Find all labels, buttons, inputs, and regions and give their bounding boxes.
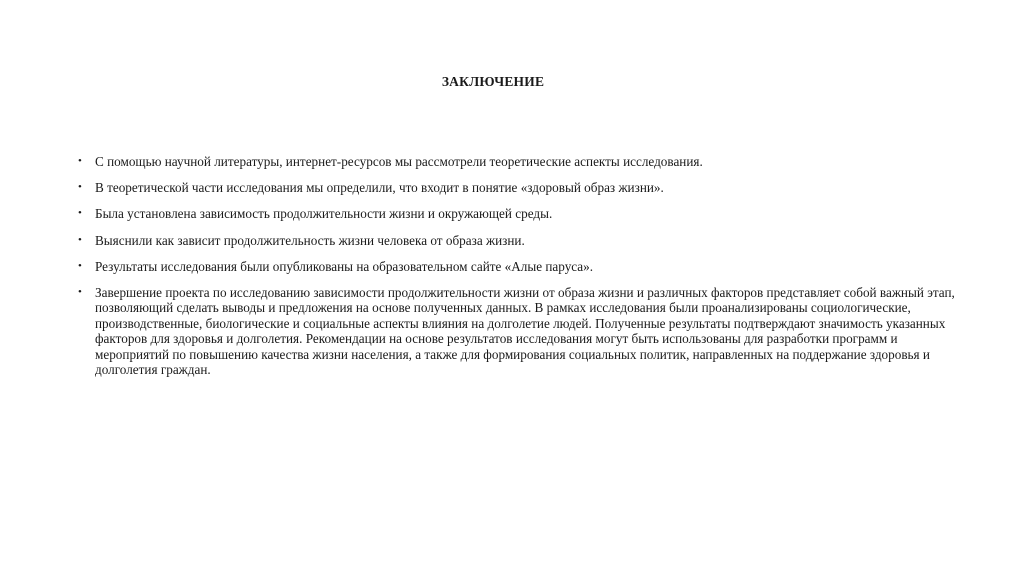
list-item-text: Была установлена зависимость продолжительности жизни и окружающей среды.	[95, 206, 553, 222]
list-item	[78, 206, 958, 221]
list-item	[78, 259, 958, 274]
list-item	[78, 285, 958, 377]
list-item-text: В теоретической части исследования мы определили, что входит в понятие «здоровый образ жизни».	[95, 180, 664, 196]
list-item-text: Выяснили как зависит продолжительность жизни человека от образа жизни.	[95, 232, 525, 248]
bullet-icon: •	[78, 181, 82, 194]
bullet-icon: •	[78, 259, 82, 272]
bullet-icon: •	[78, 286, 82, 299]
bullet-icon: •	[78, 233, 82, 246]
bullet-icon: •	[78, 207, 82, 220]
list-item	[78, 180, 958, 195]
conclusion-list	[78, 154, 958, 388]
list-item-text: Завершение проекта по исследованию зависимости продолжительности жизни от образа жизни и различных факторов представляет собой важный этап, позволяющий сделать выводы и предложения на основе полученных данных. В рамках исследования были проанализированы социологические, производственные, биологические и социальные аспекты влияния на долголетие людей. Полученные результаты подтверждают значимость указанных факторов для здоровья и долголетия. Рекомендации на основе результатов исследования могут быть использованы для разработки программ и мероприятий по повышению качества жизни населения, а также для формирования социальных политик, направленных на поддержание здоровья и долголетия граждан.	[95, 285, 955, 378]
list-item-text: Результаты исследования были опубликованы на образовательном сайте «Алые паруса».	[95, 258, 594, 274]
bullet-icon: •	[78, 155, 82, 167]
list-item	[78, 233, 958, 248]
list-item	[78, 154, 958, 169]
slide-title: ЗАКЛЮЧЕНИЕ	[441, 74, 545, 89]
list-item-text: С помощью научной литературы, интернет-ресурсов мы рассмотрели теоретические аспекты исследования.	[95, 154, 703, 169]
